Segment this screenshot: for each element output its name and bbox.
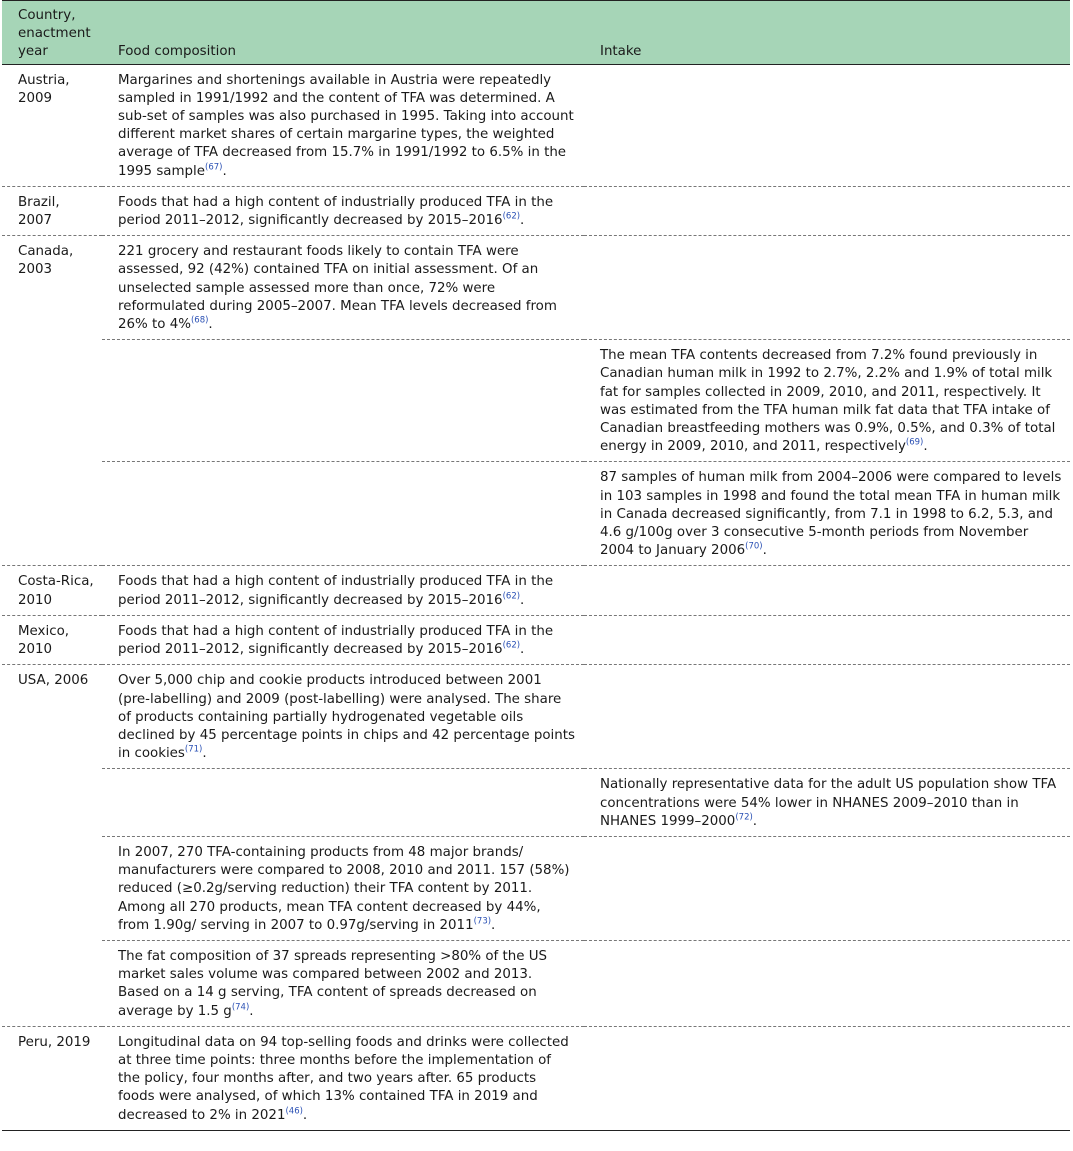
food-composition-cell xyxy=(102,462,584,566)
food-composition-cell xyxy=(102,64,584,186)
intake-cell xyxy=(584,186,1070,235)
table-row xyxy=(2,836,1070,940)
country-cell: Costa-Rica, 2010 xyxy=(2,566,102,615)
table-row xyxy=(2,769,1070,837)
cell-text: Foods that had a high content of industrially produced TFA in the period 2011–2012, significantly decreased by 2015–2016 xyxy=(118,623,554,658)
reference-marker[interactable] xyxy=(503,641,520,651)
reference-marker[interactable] xyxy=(232,1002,249,1012)
food-composition-cell xyxy=(102,1026,584,1130)
food-composition-cell xyxy=(102,615,584,664)
reference-marker[interactable] xyxy=(185,745,202,755)
table-row xyxy=(2,665,1070,769)
cell-end: . xyxy=(302,1107,308,1123)
cell-end: . xyxy=(222,163,227,179)
table-row xyxy=(2,940,1070,1026)
cell-end: . xyxy=(202,746,207,762)
table-row xyxy=(2,340,1070,462)
cell-text: 87 samples of human milk from 2004–2006 were compared to levels in 103 samples in 1998 and found the total mean TFA in human milk in Canada decreased significantly, from 7.1 in 1998 to 6.2, 5.3, and 4.6 g/100g over 3 consecutive 5-month periods from November 2004 to January 2006 xyxy=(600,470,1062,559)
reference-marker[interactable] xyxy=(906,438,923,448)
cell-end: . xyxy=(520,642,525,658)
intake-cell xyxy=(584,462,1070,566)
reference-marker[interactable] xyxy=(735,812,752,822)
table-row xyxy=(2,64,1070,186)
table-row xyxy=(2,462,1070,566)
reference-link[interactable]: (62) xyxy=(502,211,521,222)
reference-marker[interactable] xyxy=(745,542,762,552)
country-cell: USA, 2006 xyxy=(2,665,102,1026)
intake-cell xyxy=(584,665,1070,769)
table-row xyxy=(2,566,1070,615)
food-composition-cell xyxy=(102,186,584,235)
header-food-composition: Food composition xyxy=(118,44,237,60)
country-cell: Brazil, 2007 xyxy=(2,186,102,235)
reference-link[interactable]: (69) xyxy=(905,437,924,448)
cell-end: . xyxy=(249,1003,254,1019)
cell-text: Margarines and shortenings available in Austria were repeatedly sampled in 1991/1992 and the content of TFA was determined. A sub-set of samples was also purchased in 1995. Taking into account different market shares of certain margarine types, the weighted average of TFA decreased from 15.7% in 1991/1992 to 6.5% in the 1995 sample xyxy=(118,72,574,179)
reference-link[interactable]: (46) xyxy=(285,1106,303,1117)
cell-text: Over 5,000 chip and cookie products introduced between 2001 (pre-labelling) and 2009 (post-labelling) were analysed. The share of products containing partially hydrogenated vegetable oils declined by 45 percentage points in chips and 42 percentage points in cookies xyxy=(118,673,575,762)
reference-marker[interactable] xyxy=(285,1106,302,1116)
tfa-table xyxy=(2,0,1070,1131)
country-cell: Peru, 2019 xyxy=(2,1026,102,1130)
reference-link[interactable]: (68) xyxy=(190,315,209,326)
food-composition-cell xyxy=(102,236,584,340)
table-row xyxy=(2,1026,1070,1130)
cell-text: Foods that had a high content of industrially produced TFA in the period 2011–2012, significantly decreased by 2015–2016 xyxy=(118,194,554,229)
cell-text: Nationally representative data for the adult US population show TFA concentrations were 54% lower in NHANES 2009–2010 than in NHANES 1999–2000 xyxy=(600,777,1057,829)
cell-end: . xyxy=(923,439,928,455)
country-cell: Canada, 2003 xyxy=(2,236,102,566)
header-intake: Intake xyxy=(600,44,642,60)
cell-text: The fat composition of 37 spreads representing >80% of the US market sales volume was compared between 2002 and 2013. Based on a 14 g serving, TFA content of spreads decreased on average by 1.5 g xyxy=(118,948,548,1019)
reference-link[interactable]: (62) xyxy=(502,591,521,602)
reference-link[interactable]: (73) xyxy=(473,916,492,927)
food-composition-cell xyxy=(102,940,584,1026)
intake-cell xyxy=(584,340,1070,462)
reference-link[interactable]: (62) xyxy=(502,640,521,651)
cell-end: . xyxy=(762,543,767,559)
cell-end: . xyxy=(520,213,525,229)
cell-text: Foods that had a high content of industrially produced TFA in the period 2011–2012, significantly decreased by 2015–2016 xyxy=(118,574,554,608)
food-composition-cell xyxy=(102,340,584,462)
cell-text: Longitudinal data on 94 top-selling foods and drinks were collected at three time points: three months before the implementation of the policy, four months after, and two years after. 65 products foods were analysed, of which 13% contained TFA in 2019 and decreased to 2% in 2021 xyxy=(118,1034,569,1123)
reference-marker[interactable] xyxy=(474,916,491,926)
table-row xyxy=(2,615,1070,664)
cell-end: . xyxy=(520,592,525,608)
intake-cell xyxy=(584,566,1070,615)
intake-cell xyxy=(584,836,1070,940)
food-composition-cell xyxy=(102,566,584,615)
header-country: Country, enactment year xyxy=(18,8,91,60)
cell-text: In 2007, 270 TFA-containing products from 48 major brands/ manufacturers were compared to 2008, 2010 and 2011. 157 (58%) reduced (≥0.2g/serving reduction) their TFA content by 2011. Among all 270 products, mean TFA content decreased by 44%, from 1.90g/ serving in 2007 to 0.97g/serving in 2011 xyxy=(118,844,570,933)
cell-text: 221 grocery and restaurant foods likely to contain TFA were assessed, 92 (42%) contained TFA on initial assessment. Of an unselected sample assessed more than once, 72% were reformulated during 2005–2007. Mean TFA levels decreased from 26% to 4% xyxy=(118,244,557,333)
reference-link[interactable]: (71) xyxy=(184,744,203,755)
intake-cell xyxy=(584,236,1070,340)
food-composition-cell xyxy=(102,836,584,940)
intake-cell xyxy=(584,940,1070,1026)
cell-end: . xyxy=(491,917,496,933)
cell-end: . xyxy=(752,813,758,829)
country-cell: Austria, 2009 xyxy=(2,64,102,186)
reference-marker[interactable] xyxy=(503,591,520,601)
reference-marker[interactable] xyxy=(191,316,208,326)
intake-cell xyxy=(584,1026,1070,1130)
country-cell: Mexico, 2010 xyxy=(2,615,102,664)
table-body xyxy=(2,64,1070,1130)
reference-marker[interactable] xyxy=(205,162,222,172)
reference-link[interactable]: (67) xyxy=(205,162,223,173)
food-composition-cell xyxy=(102,769,584,837)
cell-text: The mean TFA contents decreased from 7.2% found previously in Canadian human milk in 1992 to 2.7%, 2.2% and 1.9% of total milk fat for samples collected in 2009, 2010, and 2011, respectively. It was estimated from the TFA human milk fat data that TFA intake of Canadian breastfeeding mothers was 0.9%, 0.5%, and 0.3% of total energy in 2009, 2010, and 2011, respectively xyxy=(600,348,1056,455)
reference-link[interactable]: (74) xyxy=(231,1002,250,1013)
table-row xyxy=(2,236,1070,340)
reference-link[interactable]: (70) xyxy=(745,541,763,552)
intake-cell xyxy=(584,615,1070,664)
intake-cell xyxy=(584,64,1070,186)
cell-end: . xyxy=(208,317,213,333)
header-row xyxy=(2,1,1070,65)
reference-link[interactable]: (72) xyxy=(735,812,753,823)
intake-cell xyxy=(584,769,1070,837)
food-composition-cell xyxy=(102,665,584,769)
reference-marker[interactable] xyxy=(503,212,520,222)
table-row xyxy=(2,186,1070,235)
